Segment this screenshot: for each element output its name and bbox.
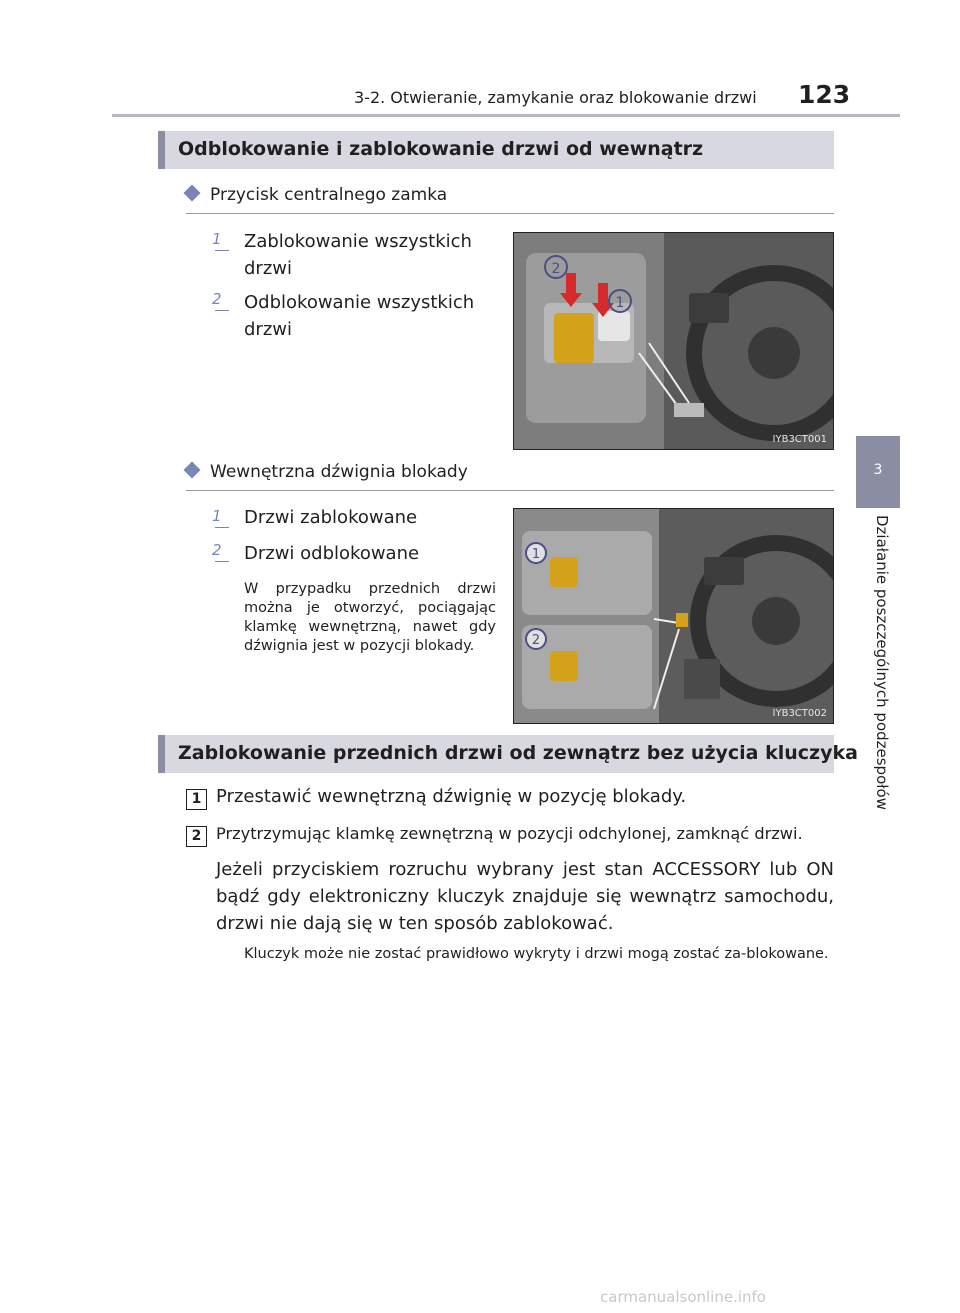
note-paragraph: Kluczyk może nie zostać prawidłowo wykryty i drzwi mogą zostać za-blokowane. (244, 946, 829, 962)
subsection-rule (186, 490, 834, 491)
section-heading: Odblokowanie i zablokowanie drzwi od wewnątrz (178, 138, 704, 160)
callout-label: 1 (531, 547, 541, 562)
item-marker: 2 (212, 290, 232, 312)
door-lock-switch-photo (513, 232, 834, 450)
item-marker: 1 (212, 507, 232, 529)
section-heading: Zablokowanie przednich drzwi od zewnątrz bez użycia kluczyka (178, 742, 858, 764)
step-number-box: 2 (186, 826, 207, 847)
chapter-tab (856, 436, 900, 508)
item-line: Zablokowanie wszystkich (244, 231, 472, 252)
chapter-title-vertical (866, 515, 894, 863)
step-text: Przytrzymując klamkę zewnętrzną w pozycji odchylonej, zamknąć drzwi. (216, 824, 803, 843)
inner-lock-lever-illustration (514, 509, 834, 724)
header-rule (112, 114, 900, 117)
image-code: IYB3CT001 (772, 434, 827, 445)
item-text: Drzwi zablokowane (244, 507, 418, 528)
chapter-title: Działanie poszczególnych podzespołów (873, 515, 891, 810)
diamond-bullet-icon (184, 462, 201, 479)
image-code: IYB3CT002 (772, 708, 827, 719)
subsection-title: Przycisk centralnego zamka (210, 185, 448, 205)
subsection-heading (186, 185, 447, 205)
item-line: Odblokowanie wszystkich (244, 292, 475, 313)
item-text (244, 228, 472, 282)
subsection-rule (186, 213, 834, 214)
step-number-box: 1 (186, 789, 207, 810)
item-line: drzwi (244, 319, 292, 340)
section-heading-band (158, 131, 834, 169)
subsection-heading (186, 462, 468, 482)
item-text (244, 289, 474, 343)
running-header-title: 3-2. Otwieranie, zamykanie oraz blokowanie drzwi (354, 88, 757, 107)
callout-label: 1 (615, 295, 625, 311)
item-text: Drzwi odblokowane (244, 543, 420, 564)
chapter-number: 3 (873, 462, 883, 478)
inner-lock-lever-photo (513, 508, 834, 724)
body-paragraph: Jeżeli przyciskiem rozruchu wybrany jest stan ACCESSORY lub ON bądź gdy elektroniczny kluczyk znajduje się wewnątrz samochodu, drzwi nie dają się w ten sposób zablokować. (216, 859, 834, 934)
item-marker: 2 (212, 541, 232, 563)
item-marker: 1 (212, 230, 232, 252)
watermark: carmanualsonline.info (600, 1288, 766, 1306)
callout-label: 2 (531, 633, 541, 648)
door-lock-switch-illustration (514, 233, 834, 450)
section-heading-band (158, 735, 858, 773)
page-number: 123 (798, 80, 851, 109)
item-note: W przypadku przednich drzwi można je otworzyć, pociągając klamkę wewnętrzną, nawet gdy dźwignia jest w pozycji blokady. (244, 581, 496, 654)
step-text: Przestawić wewnętrzną dźwignię w pozycję blokady. (216, 786, 687, 807)
item-line: drzwi (244, 258, 292, 279)
diamond-bullet-icon (184, 185, 201, 202)
subsection-title: Wewnętrzna dźwignia blokady (210, 462, 468, 482)
callout-label: 2 (551, 261, 561, 277)
